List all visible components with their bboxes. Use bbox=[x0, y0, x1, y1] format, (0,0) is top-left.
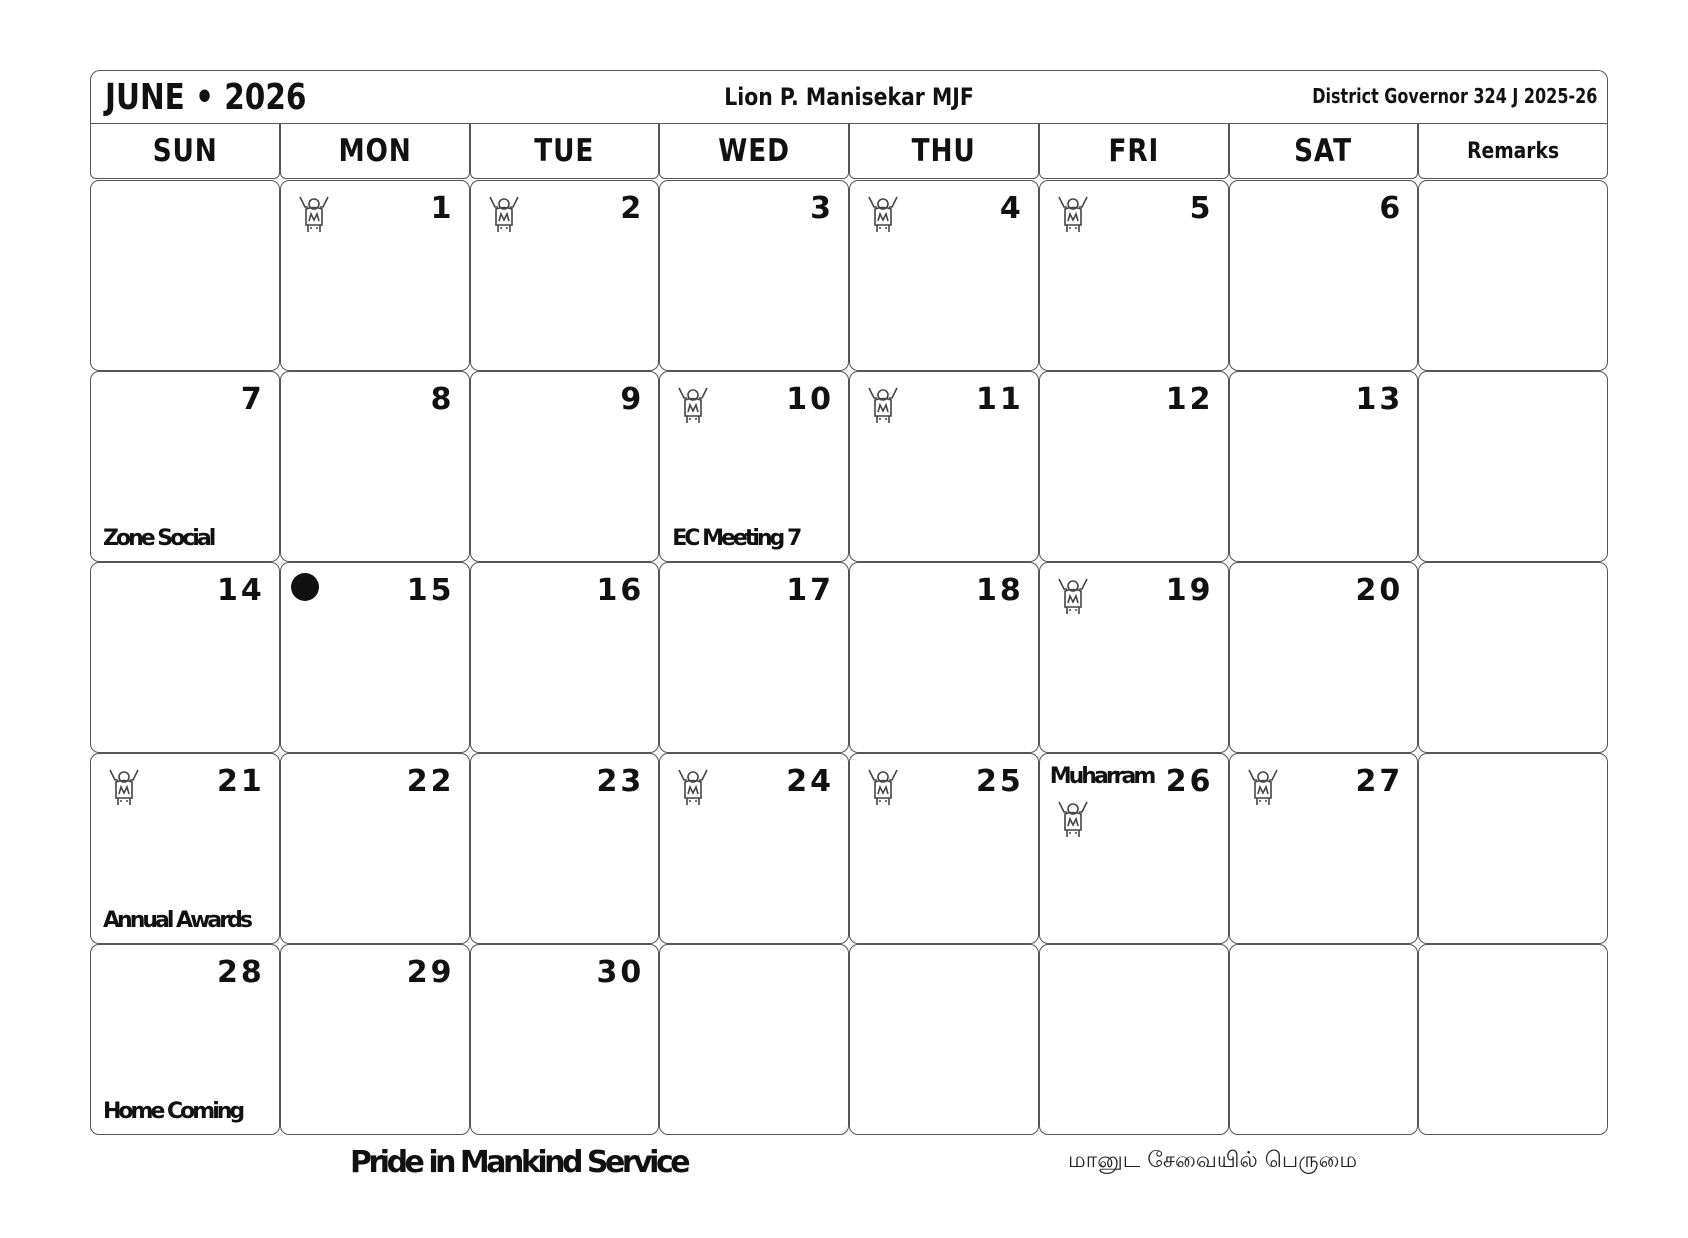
day-cell bbox=[280, 944, 470, 1135]
month-year-title: JUNE • 2026 bbox=[105, 77, 307, 118]
day-cell bbox=[1039, 180, 1229, 371]
remarks-header: Remarks bbox=[1418, 123, 1608, 179]
new-moon-icon bbox=[291, 573, 319, 601]
weekday-sun: SUN bbox=[90, 123, 280, 179]
holiday-label: Muharram bbox=[1049, 764, 1154, 789]
day-cell bbox=[1039, 562, 1229, 753]
day-number: 10 bbox=[786, 382, 834, 417]
lion-member-icon bbox=[1246, 768, 1280, 806]
week-row bbox=[90, 180, 1608, 371]
weekday-thu: THU bbox=[849, 123, 1039, 179]
lion-member-icon bbox=[1056, 577, 1090, 615]
day-number: 22 bbox=[406, 764, 455, 799]
day-number: 19 bbox=[1165, 573, 1214, 608]
event-label: Zone Social bbox=[103, 526, 214, 551]
day-number: 15 bbox=[406, 573, 455, 608]
lion-member-icon bbox=[676, 386, 710, 424]
day-cell bbox=[90, 371, 280, 562]
day-cell bbox=[1039, 371, 1229, 562]
day-cell bbox=[1039, 753, 1229, 944]
day-cell bbox=[470, 371, 660, 562]
weekday-sat: SAT bbox=[1229, 123, 1419, 179]
weekday-tue: TUE bbox=[470, 123, 660, 179]
motto-english: Pride in Mankind Service bbox=[350, 1145, 688, 1180]
day-number: 21 bbox=[217, 764, 265, 799]
weekday-wed: WED bbox=[659, 123, 849, 179]
event-label: Home Coming bbox=[103, 1099, 243, 1124]
day-number: 25 bbox=[976, 764, 1024, 799]
lion-member-icon bbox=[107, 768, 141, 806]
day-number: 3 bbox=[810, 191, 834, 226]
day-cell bbox=[849, 371, 1039, 562]
day-number: 18 bbox=[976, 573, 1024, 608]
lion-member-icon bbox=[866, 768, 900, 806]
motto-tamil: மானுட சேவையில் பெருமை bbox=[1068, 1148, 1358, 1173]
day-number: 26 bbox=[1165, 764, 1214, 799]
day-cell bbox=[470, 944, 660, 1135]
lion-member-icon bbox=[866, 195, 900, 233]
day-number: 7 bbox=[240, 382, 265, 417]
day-number: 11 bbox=[976, 382, 1024, 417]
day-number: 20 bbox=[1355, 573, 1404, 608]
lion-member-icon bbox=[1056, 800, 1090, 838]
lion-member-icon bbox=[297, 195, 331, 233]
lion-member-icon bbox=[487, 195, 521, 233]
day-cell bbox=[1229, 944, 1419, 1135]
day-cell bbox=[280, 371, 470, 562]
day-cell bbox=[659, 753, 849, 944]
day-cell bbox=[1039, 944, 1229, 1135]
day-cell bbox=[280, 562, 470, 753]
day-cell bbox=[1229, 180, 1419, 371]
event-label: EC Meeting 7 bbox=[672, 526, 800, 551]
week-row bbox=[90, 371, 1608, 562]
day-number: 13 bbox=[1355, 382, 1404, 417]
event-label: Annual Awards bbox=[103, 908, 250, 933]
day-number: 16 bbox=[596, 573, 645, 608]
day-cell bbox=[659, 371, 849, 562]
day-cell bbox=[90, 180, 280, 371]
governor-name: Lion P. Manisekar MJF bbox=[724, 83, 974, 111]
calendar-grid bbox=[90, 180, 1608, 1135]
weekday-mon: MON bbox=[280, 123, 470, 179]
day-number: 1 bbox=[430, 191, 455, 226]
day-number: 6 bbox=[1379, 191, 1404, 226]
day-number: 14 bbox=[217, 573, 265, 608]
day-number: 17 bbox=[786, 573, 834, 608]
day-number: 4 bbox=[999, 191, 1024, 226]
remarks-cell bbox=[1418, 944, 1608, 1135]
day-number: 27 bbox=[1355, 764, 1404, 799]
day-number: 23 bbox=[596, 764, 645, 799]
day-cell bbox=[659, 180, 849, 371]
day-cell bbox=[280, 753, 470, 944]
day-cell bbox=[1229, 371, 1419, 562]
day-cell bbox=[659, 562, 849, 753]
day-cell bbox=[90, 562, 280, 753]
lion-member-icon bbox=[1056, 195, 1090, 233]
day-number: 2 bbox=[620, 191, 645, 226]
remarks-cell bbox=[1418, 180, 1608, 371]
day-cell bbox=[849, 180, 1039, 371]
remarks-cell bbox=[1418, 371, 1608, 562]
day-cell bbox=[1229, 562, 1419, 753]
day-number: 12 bbox=[1165, 382, 1214, 417]
day-number: 9 bbox=[620, 382, 645, 417]
week-row bbox=[90, 562, 1608, 753]
weekday-header-row bbox=[90, 123, 1608, 179]
day-cell bbox=[1229, 753, 1419, 944]
day-number: 30 bbox=[596, 955, 645, 990]
day-cell bbox=[470, 753, 660, 944]
calendar-header bbox=[90, 70, 1608, 123]
week-row bbox=[90, 944, 1608, 1135]
weekday-fri: FRI bbox=[1039, 123, 1229, 179]
day-number: 28 bbox=[217, 955, 265, 990]
day-cell bbox=[849, 753, 1039, 944]
day-cell bbox=[470, 180, 660, 371]
calendar-page bbox=[90, 70, 1608, 1135]
remarks-cell bbox=[1418, 562, 1608, 753]
lion-member-icon bbox=[676, 768, 710, 806]
day-cell bbox=[280, 180, 470, 371]
day-cell bbox=[90, 944, 280, 1135]
remarks-cell bbox=[1418, 753, 1608, 944]
day-number: 29 bbox=[406, 955, 455, 990]
day-cell bbox=[90, 753, 280, 944]
day-number: 8 bbox=[430, 382, 455, 417]
day-number: 5 bbox=[1189, 191, 1214, 226]
week-row bbox=[90, 753, 1608, 944]
governor-title: District Governor 324 J 2025-26 bbox=[1311, 84, 1597, 108]
day-cell bbox=[849, 944, 1039, 1135]
lion-member-icon bbox=[866, 386, 900, 424]
day-cell bbox=[659, 944, 849, 1135]
day-number: 24 bbox=[786, 764, 834, 799]
day-cell bbox=[470, 562, 660, 753]
day-cell bbox=[849, 562, 1039, 753]
